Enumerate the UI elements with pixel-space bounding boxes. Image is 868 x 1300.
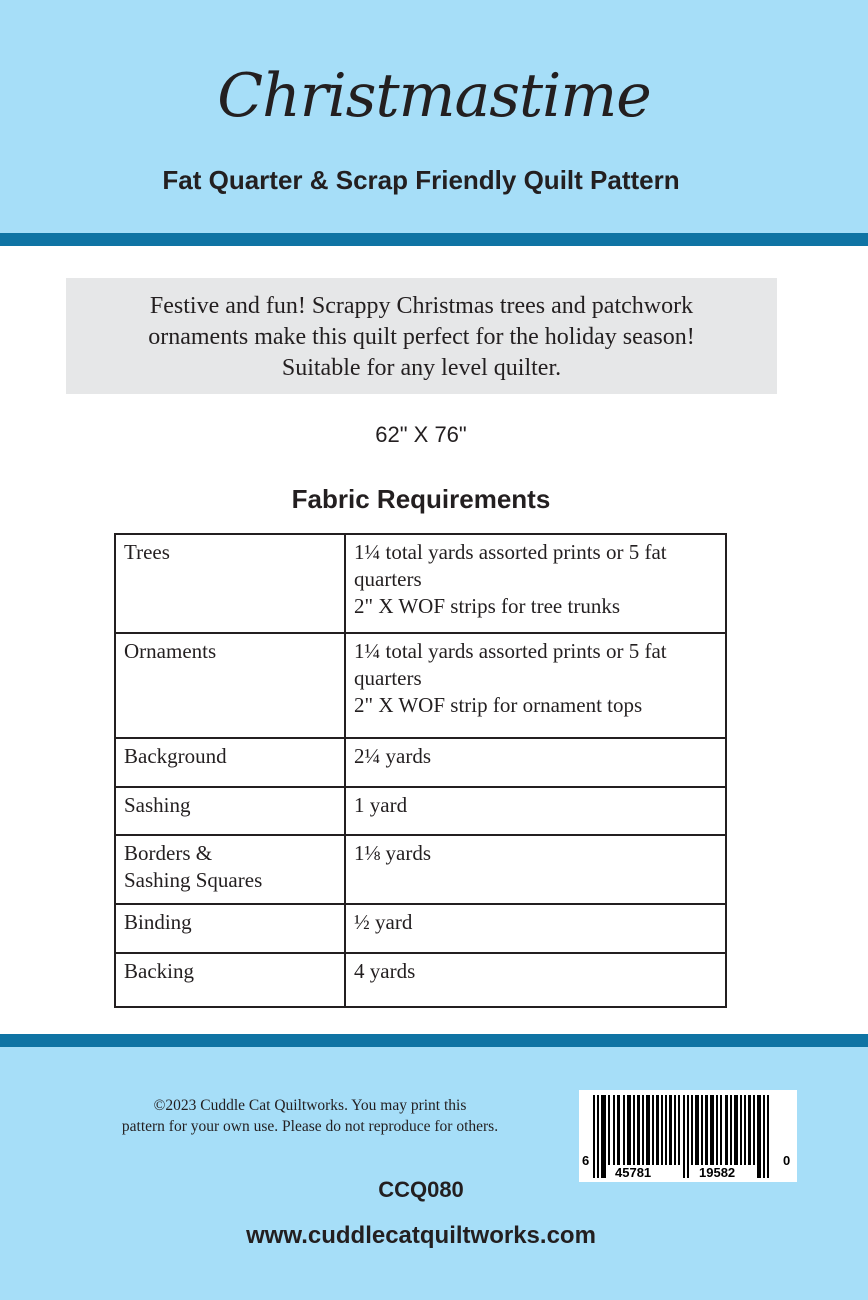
table-row [115,534,726,633]
website-link[interactable]: www.cuddlecatquiltworks.com [246,1222,596,1249]
fabric-amount: 2" X WOF strip for ornament tops [354,693,643,717]
finished-size: 62" X 76" [375,422,467,447]
fabric-amount-cell [345,904,726,953]
table-row [115,953,726,1007]
table-row [115,633,726,738]
product-code: CCQ080 [378,1177,464,1202]
fabric-amount: 1¼ total yards assorted prints or 5 fat [354,639,667,663]
description-line: Suitable for any level quilter. [281,355,562,381]
fabric-label-cell [115,787,345,835]
fabric-label-cell [115,534,345,633]
fabric-amount: 1¼ total yards assorted prints or 5 fat [354,540,667,564]
fabric-amount: 1⅛ yards [354,841,431,865]
fabric-label-cell [115,904,345,953]
copyright-notice [80,1095,540,1137]
fabric-amount-cell [345,953,726,1007]
description-line: Festive and fun! Scrappy Christmas trees and patchwork [149,293,694,319]
fabric-label: Background [124,744,227,768]
copyright-line: ©2023 Cuddle Cat Quiltworks. You may print this [153,1097,467,1114]
fabric-amount: 4 yards [354,959,416,983]
fabric-amount-cell [345,534,726,633]
pattern-title: Christmastime [217,61,651,131]
fabric-label: Backing [124,959,194,983]
fabric-amount: 2¼ yards [354,744,431,768]
upc-barcode [579,1090,797,1182]
barcode-lead-digit: 6 [582,1153,590,1168]
bottom-divider-band [0,1034,868,1047]
table-row [115,835,726,904]
fabric-label: Sashing [124,793,191,817]
barcode-check-digit: 0 [783,1153,791,1168]
barcode-left-group: 45781 [615,1165,652,1180]
fabric-label-cell [115,738,345,787]
fabric-amount: quarters [354,567,422,591]
fabric-label-cell [115,835,345,904]
fabric-amount-cell [345,787,726,835]
fabric-label-cell [115,953,345,1007]
fabric-amount-cell [345,633,726,738]
description-line: ornaments make this quilt perfect for the holiday season! [148,324,695,350]
table-row [115,904,726,953]
copyright-line: pattern for your own use. Please do not reproduce for others. [121,1118,499,1135]
fabric-requirements-table [114,533,727,1008]
fabric-amount: quarters [354,666,422,690]
top-divider-band [0,233,868,246]
fabric-amount-cell [345,835,726,904]
fabric-label: Binding [124,910,192,934]
pattern-subtitle: Fat Quarter & Scrap Friendly Quilt Pattern [162,165,680,195]
barcode-right-group: 19582 [699,1165,736,1180]
fabric-amount: 1 yard [354,793,408,817]
table-row [115,738,726,787]
header-panel [0,0,868,233]
fabric-requirements-heading: Fabric Requirements [291,484,551,514]
fabric-label: Borders & [124,841,213,865]
description-box [66,278,777,394]
fabric-label-cell [115,633,345,738]
fabric-label: Sashing Squares [124,868,263,892]
barcode-bars-icon [579,1090,797,1182]
fabric-amount-cell [345,738,726,787]
fabric-amount: ½ yard [354,910,413,934]
fabric-amount: 2" X WOF strips for tree trunks [354,594,620,618]
table-row [115,787,726,835]
fabric-label: Trees [124,540,170,564]
fabric-label: Ornaments [124,639,217,663]
